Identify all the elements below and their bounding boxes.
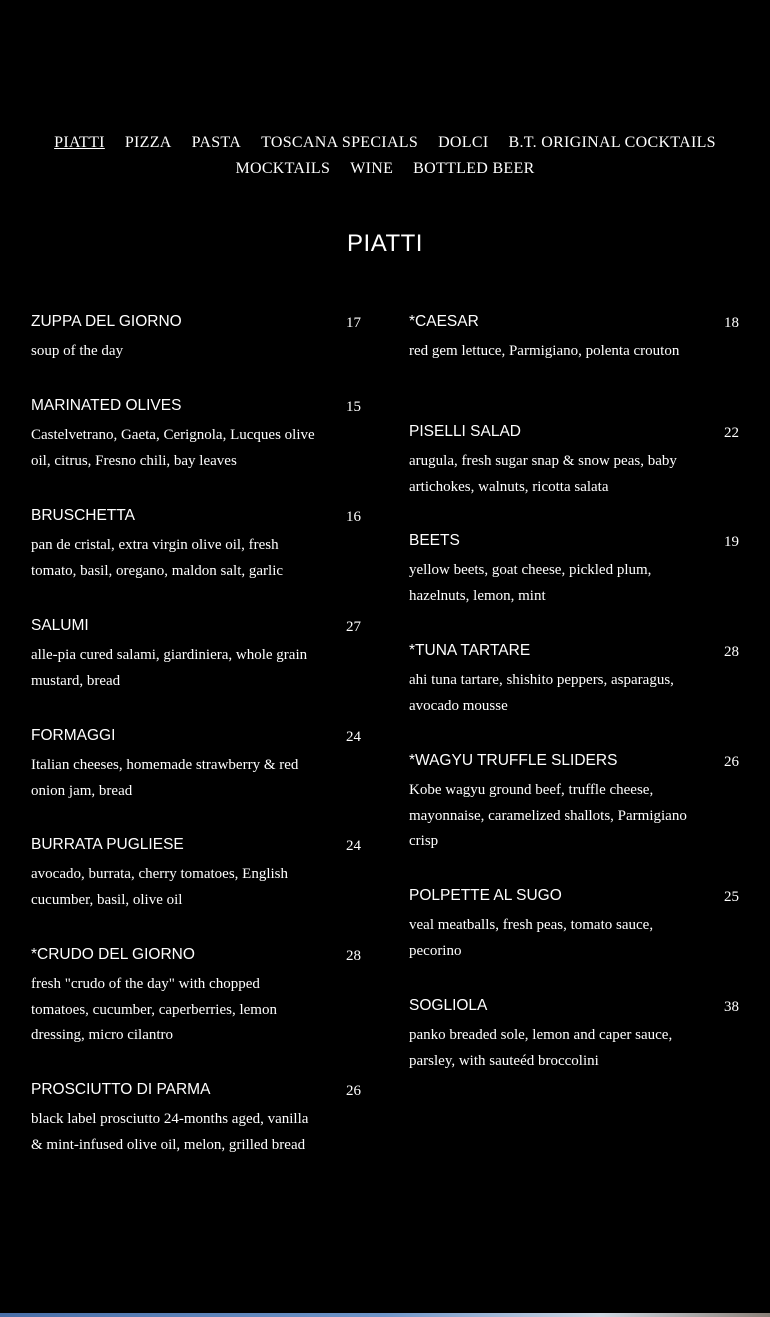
menu-item xyxy=(409,886,739,964)
item-price: 18 xyxy=(724,315,739,331)
item-price: 27 xyxy=(346,619,361,635)
item-description: veal meatballs, fresh peas, tomato sauce, pecorino xyxy=(409,917,654,959)
item-name: BRUSCHETTA xyxy=(31,507,135,524)
menu-item xyxy=(31,312,361,365)
item-name: *TUNA TARTARE xyxy=(409,642,531,659)
item-name: FORMAGGI xyxy=(31,727,116,744)
menu-item xyxy=(31,1080,361,1158)
item-name: POLPETTE AL SUGO xyxy=(409,887,562,904)
item-description: avocado, burrata, cherry tomatoes, English cucumber, basil, olive oil xyxy=(31,866,288,908)
item-name: *CRUDO DEL GIORNO xyxy=(31,946,195,963)
item-price: 26 xyxy=(724,754,739,770)
item-name: BEETS xyxy=(409,532,460,549)
nav-link-pizza[interactable]: PIZZA xyxy=(124,134,172,151)
category-nav xyxy=(0,130,770,182)
item-price: 28 xyxy=(724,644,739,660)
item-price: 26 xyxy=(346,1083,361,1099)
menu-item xyxy=(31,835,361,913)
item-name: MARINATED OLIVES xyxy=(31,397,182,414)
menu-item xyxy=(31,616,361,694)
item-name: PISELLI SALAD xyxy=(409,423,522,440)
item-description: fresh "crudo of the day" with chopped tomatoes, cucumber, caperberries, lemon dressing, micro cilantro xyxy=(31,976,277,1043)
nav-link-pasta[interactable]: PASTA xyxy=(191,134,242,151)
menu-item xyxy=(31,506,361,584)
item-name: SALUMI xyxy=(31,617,89,634)
item-price: 24 xyxy=(346,838,361,854)
item-price: 24 xyxy=(346,729,361,745)
item-description: panko breaded sole, lemon and caper sauce, parsley, with sauteéd broccolini xyxy=(409,1027,673,1069)
menu-item xyxy=(409,751,739,855)
nav-link-wine[interactable]: WINE xyxy=(350,160,394,177)
item-description: alle-pia cured salami, giardiniera, whole grain mustard, bread xyxy=(31,647,308,689)
menu-item xyxy=(31,945,361,1049)
item-description: red gem lettuce, Parmigiano, polenta crouton xyxy=(409,343,680,359)
item-description: arugula, fresh sugar snap & snow peas, baby artichokes, walnuts, ricotta salata xyxy=(409,453,677,495)
nav-link-mocktails[interactable]: MOCKTAILS xyxy=(235,160,331,177)
nav-row xyxy=(0,156,770,182)
item-name: *CAESAR xyxy=(409,313,479,330)
menu-item xyxy=(31,396,361,474)
item-description: pan de cristal, extra virgin olive oil, fresh tomato, basil, oregano, maldon salt, garlic xyxy=(31,537,284,579)
background-image-edge xyxy=(0,1313,770,1317)
nav-link-cocktails[interactable]: B.T. ORIGINAL COCKTAILS xyxy=(508,134,716,151)
menu-item xyxy=(409,531,739,609)
nav-link-piatti[interactable]: PIATTI xyxy=(54,134,105,151)
nav-link-toscana-specials[interactable]: TOSCANA SPECIALS xyxy=(261,134,419,151)
item-name: ZUPPA DEL GIORNO xyxy=(31,313,182,330)
item-price: 15 xyxy=(346,399,361,415)
item-description: ahi tuna tartare, shishito peppers, asparagus, avocado mousse xyxy=(409,672,674,714)
menu-item xyxy=(409,996,739,1074)
item-price: 25 xyxy=(724,889,739,905)
nav-row xyxy=(0,130,770,156)
item-price: 28 xyxy=(346,948,361,964)
item-description: black label prosciutto 24-months aged, vanilla & mint-infused olive oil, melon, grilled bread xyxy=(31,1111,309,1153)
menu-item xyxy=(409,422,739,500)
menu-item xyxy=(409,312,739,365)
item-description: Kobe wagyu ground beef, truffle cheese, mayonnaise, caramelized shallots, Parmigiano crisp xyxy=(409,782,687,849)
item-price: 17 xyxy=(346,315,361,331)
nav-link-dolci[interactable]: DOLCI xyxy=(438,134,489,151)
section-title: PIATTI xyxy=(347,230,423,257)
item-price: 19 xyxy=(724,534,739,550)
item-price: 22 xyxy=(724,425,739,441)
item-description: yellow beets, goat cheese, pickled plum, hazelnuts, lemon, mint xyxy=(409,562,652,604)
menu-item xyxy=(31,726,361,804)
item-name: PROSCIUTTO DI PARMA xyxy=(31,1081,211,1098)
menu-item xyxy=(409,641,739,719)
item-description: Italian cheeses, homemade strawberry & red onion jam, bread xyxy=(31,757,299,799)
item-description: Castelvetrano, Gaeta, Cerignola, Lucques olive oil, citrus, Fresno chili, bay leaves xyxy=(31,427,315,469)
item-name: SOGLIOLA xyxy=(409,997,488,1014)
item-name: BURRATA PUGLIESE xyxy=(31,836,184,853)
nav-link-bottled-beer[interactable]: BOTTLED BEER xyxy=(413,160,535,177)
item-description: soup of the day xyxy=(31,343,124,359)
item-price: 16 xyxy=(346,509,361,525)
item-price: 38 xyxy=(724,999,739,1015)
item-name: *WAGYU TRUFFLE SLIDERS xyxy=(409,752,618,769)
